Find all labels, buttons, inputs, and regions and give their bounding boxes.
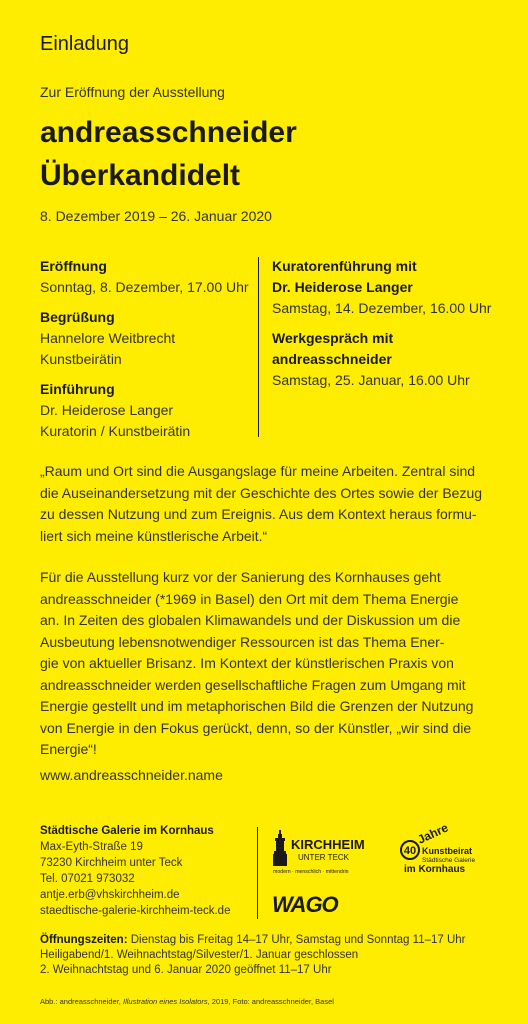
quote-line: „Raum und Ort sind die Ausgangslage für meine Arbeiten. Zentral sind bbox=[40, 463, 476, 479]
gallery-address bbox=[40, 823, 230, 919]
kunstbeirat-logo bbox=[398, 812, 498, 878]
body-line: Ausbeutung lebensnotwendiger Ressourcen ist das Thema Ener- bbox=[40, 633, 445, 650]
hours-line: Heiligabend/1. Weihnachtstag/Silvester/1. Januar geschlossen bbox=[40, 949, 359, 961]
credit-suffix: , 2019, Foto: andreasschneider, Basel bbox=[207, 997, 334, 1006]
hours-line: 2. Weihnachtstag und 6. Januar 2020 geöffnet 11–17 Uhr bbox=[40, 964, 332, 976]
program-heading: Werkgespräch mit bbox=[272, 330, 394, 346]
opening-hours bbox=[40, 933, 510, 978]
program-heading: Begrüßung bbox=[40, 309, 115, 325]
body-line: Energie“! bbox=[40, 741, 97, 757]
artist-title: andreasschneider bbox=[40, 116, 297, 149]
program-heading: Dr. Heiderose Langer bbox=[272, 279, 413, 295]
body-line: von Energie in den Fokus gerückt, denn, so der Künstler, „wir sind die bbox=[40, 719, 472, 736]
credit-work: Illustration eines Isolators bbox=[122, 997, 208, 1006]
body-line: gie von aktueller Brisanz. Im Kontext der künstlerischen Praxis von bbox=[40, 655, 454, 671]
body-line: andreasschneider (*1969 in Basel) den Ort mit dem Thema Energie bbox=[40, 590, 459, 607]
artist-quote bbox=[40, 461, 490, 547]
program-heading: andreasschneider bbox=[272, 351, 392, 367]
program-right-column bbox=[272, 256, 512, 391]
quote-line: zu dessen Nutzung und zum Ereignis. Aus dem Kontext heraus formu- bbox=[40, 506, 477, 522]
address-phone: Tel. 07021 973032 bbox=[40, 873, 135, 885]
anniversary-number: 40 bbox=[403, 845, 417, 857]
kunstbeirat-place: im Kornhaus bbox=[404, 864, 466, 875]
body-line: andreasschneider werden gesellschaftliche Fragen zum Umgang mit bbox=[40, 676, 466, 693]
quote-line: liert sich meine künstlerische Arbeit.“ bbox=[40, 527, 268, 544]
body-line: an. In Zeiten des globalen Klimawandels und der Diskussion um die bbox=[40, 612, 461, 628]
address-street: Max-Eyth-Straße 19 bbox=[40, 841, 143, 853]
hours-line bbox=[40, 933, 510, 948]
exhibition-title: Überkandidelt bbox=[40, 159, 241, 192]
hours-regular: Dienstag bis Freitag 14–17 Uhr, Samstag und Sonntag 11–17 Uhr bbox=[127, 934, 466, 946]
kirchheim-tagline: modern · menschlich · mittendrin bbox=[273, 869, 349, 875]
program-heading: Kuratorenführung mit bbox=[272, 258, 417, 274]
body-line: Energie gestellt und im metaphorischen Bild die Grenzen der Nutzung bbox=[40, 698, 474, 714]
anniversary-jahre: Jahre bbox=[415, 820, 451, 847]
program-text: Sonntag, 8. Dezember, 17.00 Uhr bbox=[40, 279, 249, 295]
address-city: 73230 Kirchheim unter Teck bbox=[40, 857, 183, 869]
program-text: Kuratorin / Kunstbeirätin bbox=[40, 423, 191, 439]
program-text: Samstag, 25. Januar, 16.00 Uhr bbox=[272, 372, 470, 388]
gallery-name: Städtische Galerie im Kornhaus bbox=[40, 825, 214, 837]
kunstbeirat-sub: Städtische Galerie bbox=[422, 857, 476, 864]
quote-line: die Auseinandersetzung mit der Geschichte des Ortes sowie der Bezug bbox=[40, 484, 483, 501]
hours-label: Öffnungszeiten: bbox=[40, 934, 128, 946]
column-divider bbox=[258, 257, 259, 437]
image-credit bbox=[40, 997, 334, 1006]
program-text: Dr. Heiderose Langer bbox=[40, 402, 174, 418]
artist-website-link[interactable]: www.andreasschneider.name bbox=[40, 767, 223, 783]
program-text: Samstag, 14. Dezember, 16.00 Uhr bbox=[272, 300, 492, 316]
invitation-label: Einladung bbox=[40, 33, 129, 55]
credit-prefix: Abb.: andreasschneider, bbox=[40, 997, 123, 1006]
kirchheim-logo bbox=[272, 828, 390, 876]
description-paragraph bbox=[40, 567, 490, 761]
program-left-column bbox=[40, 256, 250, 442]
kirchheim-sub: UNTER TECK bbox=[298, 853, 349, 862]
intro-text: Zur Eröffnung der Ausstellung bbox=[40, 84, 225, 100]
kunstbeirat-name: Kunstbeirat bbox=[422, 846, 473, 856]
exhibition-dates: 8. Dezember 2019 – 26. Januar 2020 bbox=[40, 208, 272, 224]
address-email-link[interactable]: antje.erb@vhskirchheim.de bbox=[40, 889, 180, 901]
kirchheim-name: KIRCHHEIM bbox=[291, 837, 365, 852]
program-text: Kunstbeirätin bbox=[40, 351, 122, 367]
program-heading: Einführung bbox=[40, 381, 115, 397]
address-web-link[interactable]: staedtische-galerie-kirchheim-teck.de bbox=[40, 905, 231, 917]
wago-text: WAGO bbox=[272, 892, 338, 916]
footer-divider bbox=[257, 827, 258, 919]
wago-logo bbox=[272, 892, 362, 916]
body-line: Für die Ausstellung kurz vor der Sanierung des Kornhauses geht bbox=[40, 569, 441, 585]
program-text: Hannelore Weitbrecht bbox=[40, 330, 176, 346]
program-heading: Eröffnung bbox=[40, 258, 107, 274]
